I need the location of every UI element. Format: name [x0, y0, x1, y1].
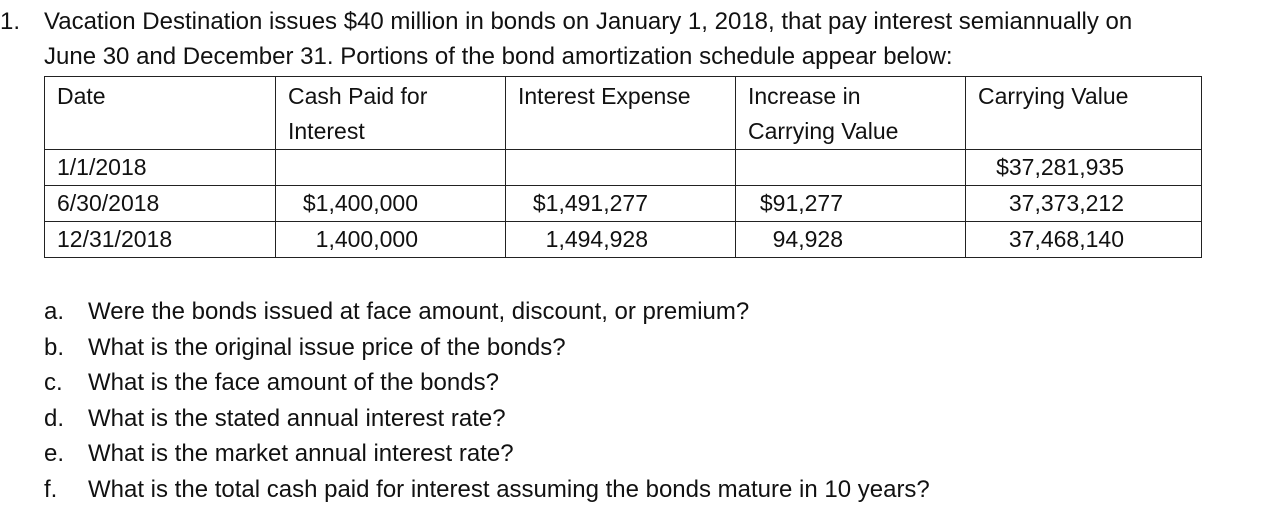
- part-text: What is the face amount of the bonds?: [88, 369, 499, 396]
- header-carrying-value: Carrying Value: [966, 77, 1202, 150]
- cell-date: 1/1/2018: [45, 150, 276, 186]
- part-label: e.: [44, 440, 65, 467]
- cell-increase: $91,277: [736, 186, 966, 222]
- header-increase-carrying-value: Increase in Carrying Value: [736, 77, 966, 150]
- part-text: What is the original issue price of the bonds?: [88, 333, 566, 361]
- part-label: a.: [44, 298, 65, 325]
- header-date: Date: [45, 77, 276, 150]
- cell-date: 12/31/2018: [45, 222, 276, 258]
- cell-interest-expense: 1,494,928: [506, 222, 736, 258]
- cell-cash-paid: [276, 150, 506, 186]
- question-number: 1.: [0, 8, 21, 35]
- cell-date: 6/30/2018: [45, 186, 276, 222]
- amortization-schedule-table: [44, 76, 1202, 258]
- question-text-line-1: Vacation Destination issues $40 million in bonds on January 1, 2018, that pay interest semiannually on: [44, 8, 1133, 35]
- cell-increase: 94,928: [736, 222, 966, 258]
- cell-carrying-value: 37,373,212: [966, 186, 1202, 222]
- part-label: d.: [44, 404, 65, 432]
- table-row: [45, 150, 1202, 186]
- part-text: Were the bonds issued at face amount, discount, or premium?: [88, 298, 750, 325]
- part-text: What is the total cash paid for interest assuming the bonds mature in 10 years?: [88, 475, 930, 503]
- cell-cash-paid: $1,400,000: [276, 186, 506, 222]
- cell-interest-expense: [506, 150, 736, 186]
- part-label: b.: [44, 333, 65, 361]
- table-row: [45, 186, 1202, 222]
- part-label: c.: [44, 369, 63, 396]
- table-header-row: [45, 77, 1202, 150]
- cell-interest-expense: $1,491,277: [506, 186, 736, 222]
- header-interest-expense: Interest Expense: [506, 77, 736, 150]
- part-label: f.: [44, 475, 58, 503]
- cell-cash-paid: 1,400,000: [276, 222, 506, 258]
- header-cash-paid: Cash Paid for Interest: [276, 77, 506, 150]
- cell-carrying-value: $37,281,935: [966, 150, 1202, 186]
- question-text-line-2: June 30 and December 31. Portions of the bond amortization schedule appear below:: [44, 43, 953, 70]
- cell-carrying-value: 37,468,140: [966, 222, 1202, 258]
- part-text: What is the market annual interest rate?: [88, 440, 514, 467]
- part-text: What is the stated annual interest rate?: [88, 404, 506, 432]
- table-row: [45, 222, 1202, 258]
- cell-increase: [736, 150, 966, 186]
